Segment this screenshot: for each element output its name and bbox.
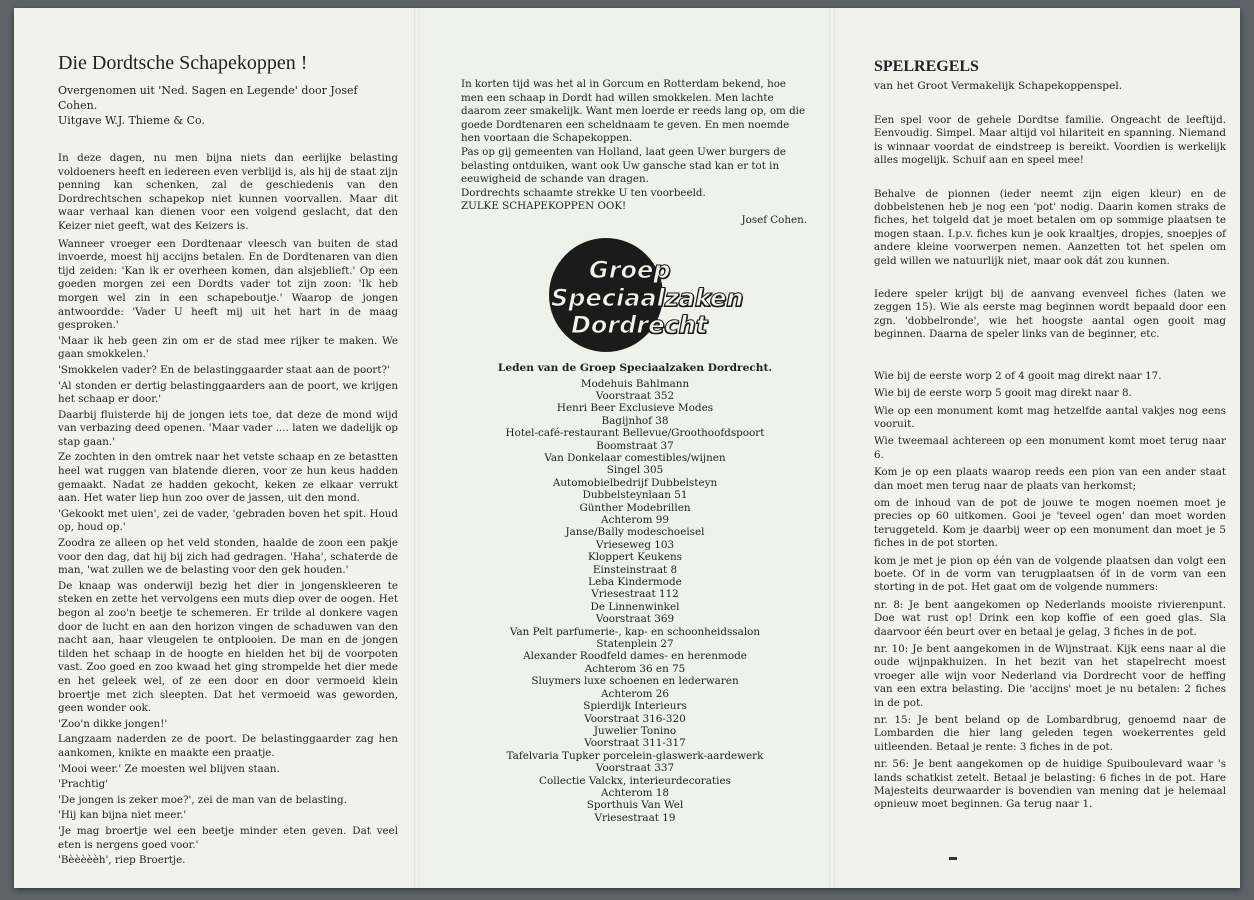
- story-title: Die Dordtsche Schapekoppen !: [58, 52, 308, 74]
- story-paragraph: 'Hij kan bijna niet meer.': [58, 809, 187, 822]
- member-line: Statenplein 27: [596, 638, 674, 651]
- member-line: Tafelvaria Tupker porcelein-glaswerk-aardewerk: [506, 749, 764, 762]
- story-ending: [461, 78, 809, 228]
- member-line: Singel 305: [606, 464, 664, 477]
- member-line: Leba Kindermode: [588, 576, 682, 589]
- story-paragraph: Langzaam naderden ze de poort. De belastinggaarder zag hen aankomen, knikte en maakte een praatje.: [58, 733, 398, 759]
- story-paragraph: 'Je mag broertje wel een beetje minder eten geven. Dat veel eten is nergens goed voor.': [58, 824, 398, 851]
- member-line: Vriesestraat 19: [594, 811, 676, 824]
- member-line: Günther Modebrillen: [579, 501, 691, 514]
- member-line: Kloppert Keukens: [587, 551, 683, 564]
- member-line: Voorstraat 311-317: [584, 737, 686, 750]
- rule-item: kom je met je pion op één van de volgende plaatsen dan volgt een boete. Of in de vorm van terugplaatsen óf in de vorm van een storting in de pot. Het gaat om de volgende nummers:: [874, 554, 1226, 594]
- member-line: Dubbelsteynlaan 51: [582, 489, 688, 502]
- member-line: Voorstraat 352: [595, 389, 675, 402]
- member-line: Janse/Bally modeschoeisel: [565, 526, 705, 539]
- member-line: Vrieseweg 103: [595, 538, 675, 551]
- member-line: Hotel-café-restaurant Bellevue/Groothoofdspoort: [505, 427, 765, 440]
- story-paragraph: In deze dagen, nu men bijna niets dan eerlijke belasting voldoeners heeft en iedereen even verblijd is, als hij de staat zijn penning kan schenken, zal de geschiedenis van den Dordrechtschen schapekop niet kunnen voorvallen. Maar dit waar verhaal kan dienen voor een volgend geslacht, dat den Keizer niet geeft, wat des Keizers is.: [58, 152, 398, 232]
- rules-intro: Een spel voor de gehele Dordtse familie. Ongeacht de leeftijd. Eenvoudig. Simpel. Maar altijd vol hilariteit en spanning. Niemand is winnaar voordat de eindstreep is bereikt. Voordien is werkelijk alles mogelijk. Schuif aan en speel mee!: [874, 114, 1226, 167]
- member-line: Einsteinstraat 8: [592, 563, 678, 576]
- group-logo: [461, 238, 809, 356]
- story-paragraph: 'De jongen is zeker moe?', zei de man van de belasting.: [58, 793, 347, 806]
- member-line: Spierdijk Interieurs: [583, 700, 687, 713]
- rule-item: Wie tweemaal achtereen op een monument komt moet terug naar 6.: [874, 435, 1226, 461]
- story-paragraph: Daarbij fluisterde hij de jongen iets toe, dat deze de mond wijd van verbazing deed openen. 'Maar vader .... laten we dadelijk op stap gaan.': [58, 408, 398, 448]
- story-paragraph: In korten tijd was het al in Gorcum en Rotterdam bekend, hoe men een schaap in Dordt had willen smokkelen. Men lachte daarom zeer smakelijk. Want men loerde er reeds lang op, om die goede Dordtenaren een scheldnaam te geven. En men noemde hen voortaan die Schapekoppen.: [461, 78, 806, 145]
- member-line: Achterom 26: [601, 687, 669, 700]
- rule-item: om de inhoud van de pot de jouwe te mogen noemen moet je precies op 60 uitkomen. Gooi je 'teveel ogen' dan moet worden teruggeteld. Kom je daarbij weer op een monument dan moet je 5 fiches in de pot storten.: [874, 496, 1226, 550]
- member-line: Voorstraat 337: [595, 762, 675, 775]
- member-line: Modehuis Bahlmann: [580, 377, 690, 390]
- rule-item: nr. 56: Je bent aangekomen op de huidige Spuiboulevard waar 's lands schatkist zetelt. Betaal je belasting: 6 fiches in de pot. Hare Majesteits deurwaarder is bovendien van mening dat je helemaal opnieuw moet beginnen. Ga terug naar 1.: [874, 758, 1226, 811]
- logo-text: Speciaalzaken: [551, 283, 744, 312]
- rule-item: Kom je op een plaats waarop reeds een pion van een ander staat dan moet men terug naar de plaats van herkomst;: [874, 466, 1226, 492]
- story-paragraph: 'Mooi weer.' Ze moesten wel blijven staan.: [58, 762, 280, 775]
- story-paragraph: 'Gekookt met uien', zei de vader, 'gebraden boven het spit. Houd op, houd op.': [58, 507, 398, 534]
- left-panel: [14, 8, 414, 888]
- story-credit: [58, 83, 398, 128]
- story-paragraph: ZULKE SCHAPEKOPPEN OOK!: [461, 200, 627, 213]
- member-line: Sporthuis Van Wel: [586, 799, 684, 812]
- rule-item: nr. 15: Je bent beland op de Lombardbrug, genoemd naar de Lombarden die hier lang geleden tegen woekerrentes geld uitleenden. Betaal je rente: 3 fiches in de pot.: [874, 714, 1226, 753]
- member-line: Achterom 99: [601, 514, 669, 526]
- story-paragraph: Pas op gij gemeenten van Holland, laat geen Uwer burgers de belasting ontduiken, want ook Uw gansche stad kan er tot in eeuwigheid de schande van dragen.: [461, 145, 786, 186]
- rule-item: Wie bij de eerste worp 5 gooit mag direkt naar 8.: [874, 387, 1132, 400]
- story-paragraph: Wanneer vroeger een Dordtenaar vleesch van buiten de stad invoerde, moest hij accijns betalen. En de Dordtenaren van dien tijd zeiden: 'Kan ik er overheen komen, dan alsjeblieft.' Op een goeden morgen zei een Dordts vader tot zijn zoon: 'Ik heb morgen wel zin in een schapeboutje.' Waarop de jongen antwoordde: 'Vader U heeft mij uit het hart in de maag gesproken.': [58, 237, 398, 332]
- story-paragraph: 'Smokkelen vader? En de belastinggaarder staat aan de poort?': [58, 363, 390, 376]
- middle-panel: [419, 8, 829, 888]
- member-line: Alexander Roodfeld dames- en herenmode: [523, 650, 747, 663]
- member-line: Van Donkelaar comestibles/wijnen: [544, 451, 726, 464]
- story-body: [58, 152, 398, 868]
- print-mark: [949, 857, 957, 860]
- member-line: Juwelier Tonino: [593, 724, 677, 737]
- member-line: Achterom 36 en 75: [584, 662, 686, 675]
- member-line: Voorstraat 369: [595, 613, 675, 626]
- member-line: Van Pelt parfumerie-, kap- en schoonheidssalon: [509, 625, 761, 638]
- rule-item: Wie op een monument komt mag hetzelfde aantal vakjes nog eens vooruit.: [874, 404, 1226, 430]
- rules-materials: Behalve de pionnen (ieder neemt zijn eigen kleur) en de dobbelstenen heb je nog een 'pot' nodig. Daarin komen straks de fiches, het tolgeld dat je moet betalen om op sommige plaatsen te mogen staan. I.p.v. fiches kun je ook kraaltjes, dropjes, snoepjes of andere kleine voorwerpen nemen. Aanzetten tot het spelen om geld willen we natuurlijk niet, maar ook dát zou kunnen.: [874, 187, 1226, 267]
- rules-subtitle: van het Groot Vermakelijk Schapekoppenspel.: [874, 80, 1123, 92]
- member-line: Achterom 18: [601, 786, 669, 799]
- story-paragraph: Dordrechts schaamte strekke U ten voorbeeld.: [461, 186, 706, 199]
- rules-body: [874, 114, 1226, 812]
- story-paragraph: 'Bèèèèèh', riep Broertje.: [58, 854, 186, 867]
- member-line: Boomstraat 37: [596, 439, 674, 452]
- member-line: Sluymers luxe schoenen en lederwaren: [531, 675, 739, 688]
- rule-item: nr. 8: Je bent aangekomen op Nederlands mooiste rivierenpunt. Doe wat rust op! Drink een kop koffie of een goed glas. Sla daarvoor één beurt over en betaal je gelag, 3 fiches in de pot.: [874, 598, 1226, 638]
- member-line: Henri Beer Exclusieve Modes: [556, 402, 714, 415]
- story-paragraph: 'Prachtig': [58, 778, 109, 791]
- logo-text: Dordrecht: [571, 310, 708, 339]
- logo-text: Groep: [589, 255, 671, 284]
- member-line: De Linnenwinkel: [590, 600, 680, 613]
- rules-title: SPELREGELS: [874, 58, 979, 75]
- story-paragraph: Zoodra ze alleen op het veld stonden, haalde de zoon een pakje voor den dag, dat hij bij zich had gedragen. 'Haha', schaterde de man, 'wat zullen we de belasting voor den gek houden.': [58, 537, 398, 577]
- member-line: Collectie Valckx, interieurdecoraties: [539, 774, 731, 787]
- rule-item: nr. 10: Je bent aangekomen in de Wijnstraat. Kijk eens naar al die oude wijnpakhuizen. In het bezit van het stapelrecht moest vroeger alle wijn voor Nederland via Dordrecht voor de heffing van een extra belasting. Die 'accijns' moet je nu betalen: 2 fiches in de pot.: [874, 643, 1226, 709]
- rules-start: Iedere speler krijgt bij de aanvang evenveel fiches (laten we zeggen 15). Wie als eerste mag beginnen wordt bepaald door een zgn. 'dobbelronde', wie het hoogste aantal ogen gooit mag beginnen. Daarna de speler links van de beginner, etc.: [874, 288, 1226, 341]
- members-list: [461, 378, 809, 825]
- story-paragraph: 'Zoo'n dikke jongen!': [58, 717, 168, 730]
- signature: Josef Cohen.: [741, 213, 807, 226]
- member-line: Automobielbedrijf Dubbelsteyn: [552, 476, 718, 489]
- credit-line: Overgenomen uit 'Ned. Sagen en Legende' door Josef Cohen.: [58, 84, 358, 112]
- members-heading: Leden van de Groep Speciaalzaken Dordrecht.: [497, 361, 773, 374]
- rule-item: Wie bij de eerste worp 2 of 4 gooit mag direkt naar 17.: [874, 369, 1162, 382]
- member-line: Vriesestraat 112: [591, 588, 679, 601]
- story-paragraph: Ze zochten in den omtrek naar het vetste schaap en ze betastten heel wat ruggen van blatende dieren, voor ze hun keus hadden gemaakt. Nadat ze hadden gekocht, keken ze elkaar verrukt aan. Het water liep hun zoo over de jassen, uit den mond.: [58, 451, 398, 505]
- member-line: Bagijnhof 38: [601, 414, 669, 427]
- folded-leaflet: [14, 8, 1240, 888]
- member-line: Voorstraat 316-320: [584, 712, 686, 725]
- story-paragraph: De knaap was onderwijl bezig het dier in jongenskleeren te steken en zette het vervolgens een muts diep over de oogen. Het begon al zoo'n beetje te schemeren. Er trilde al donkere vagen door de lucht en aan den horizon vingen de schaduwen van den nacht aan, haar vleugelen te ontplooien. De man en de jongen tilden het schaap in de hoogte en hielden het bij de voorpoten vast. Zoo goed en zoo kwaad het ging strompelde het dier mede en het geleek wel, of ze een door en door vermoeid klein broertje met zich sleepten. Dat het vermoeid was geworden, geen wonder ook.: [58, 579, 398, 715]
- story-paragraph: 'Al stonden er dertig belastinggaarders aan de poort, we krijgen het schaap er door.': [58, 379, 398, 406]
- credit-line: Uitgave W.J. Thieme & Co.: [58, 114, 205, 127]
- right-panel: [834, 8, 1240, 888]
- story-paragraph: 'Maar ik heb geen zin om er de stad mee rijker te maken. We gaan smokkelen.': [58, 334, 398, 361]
